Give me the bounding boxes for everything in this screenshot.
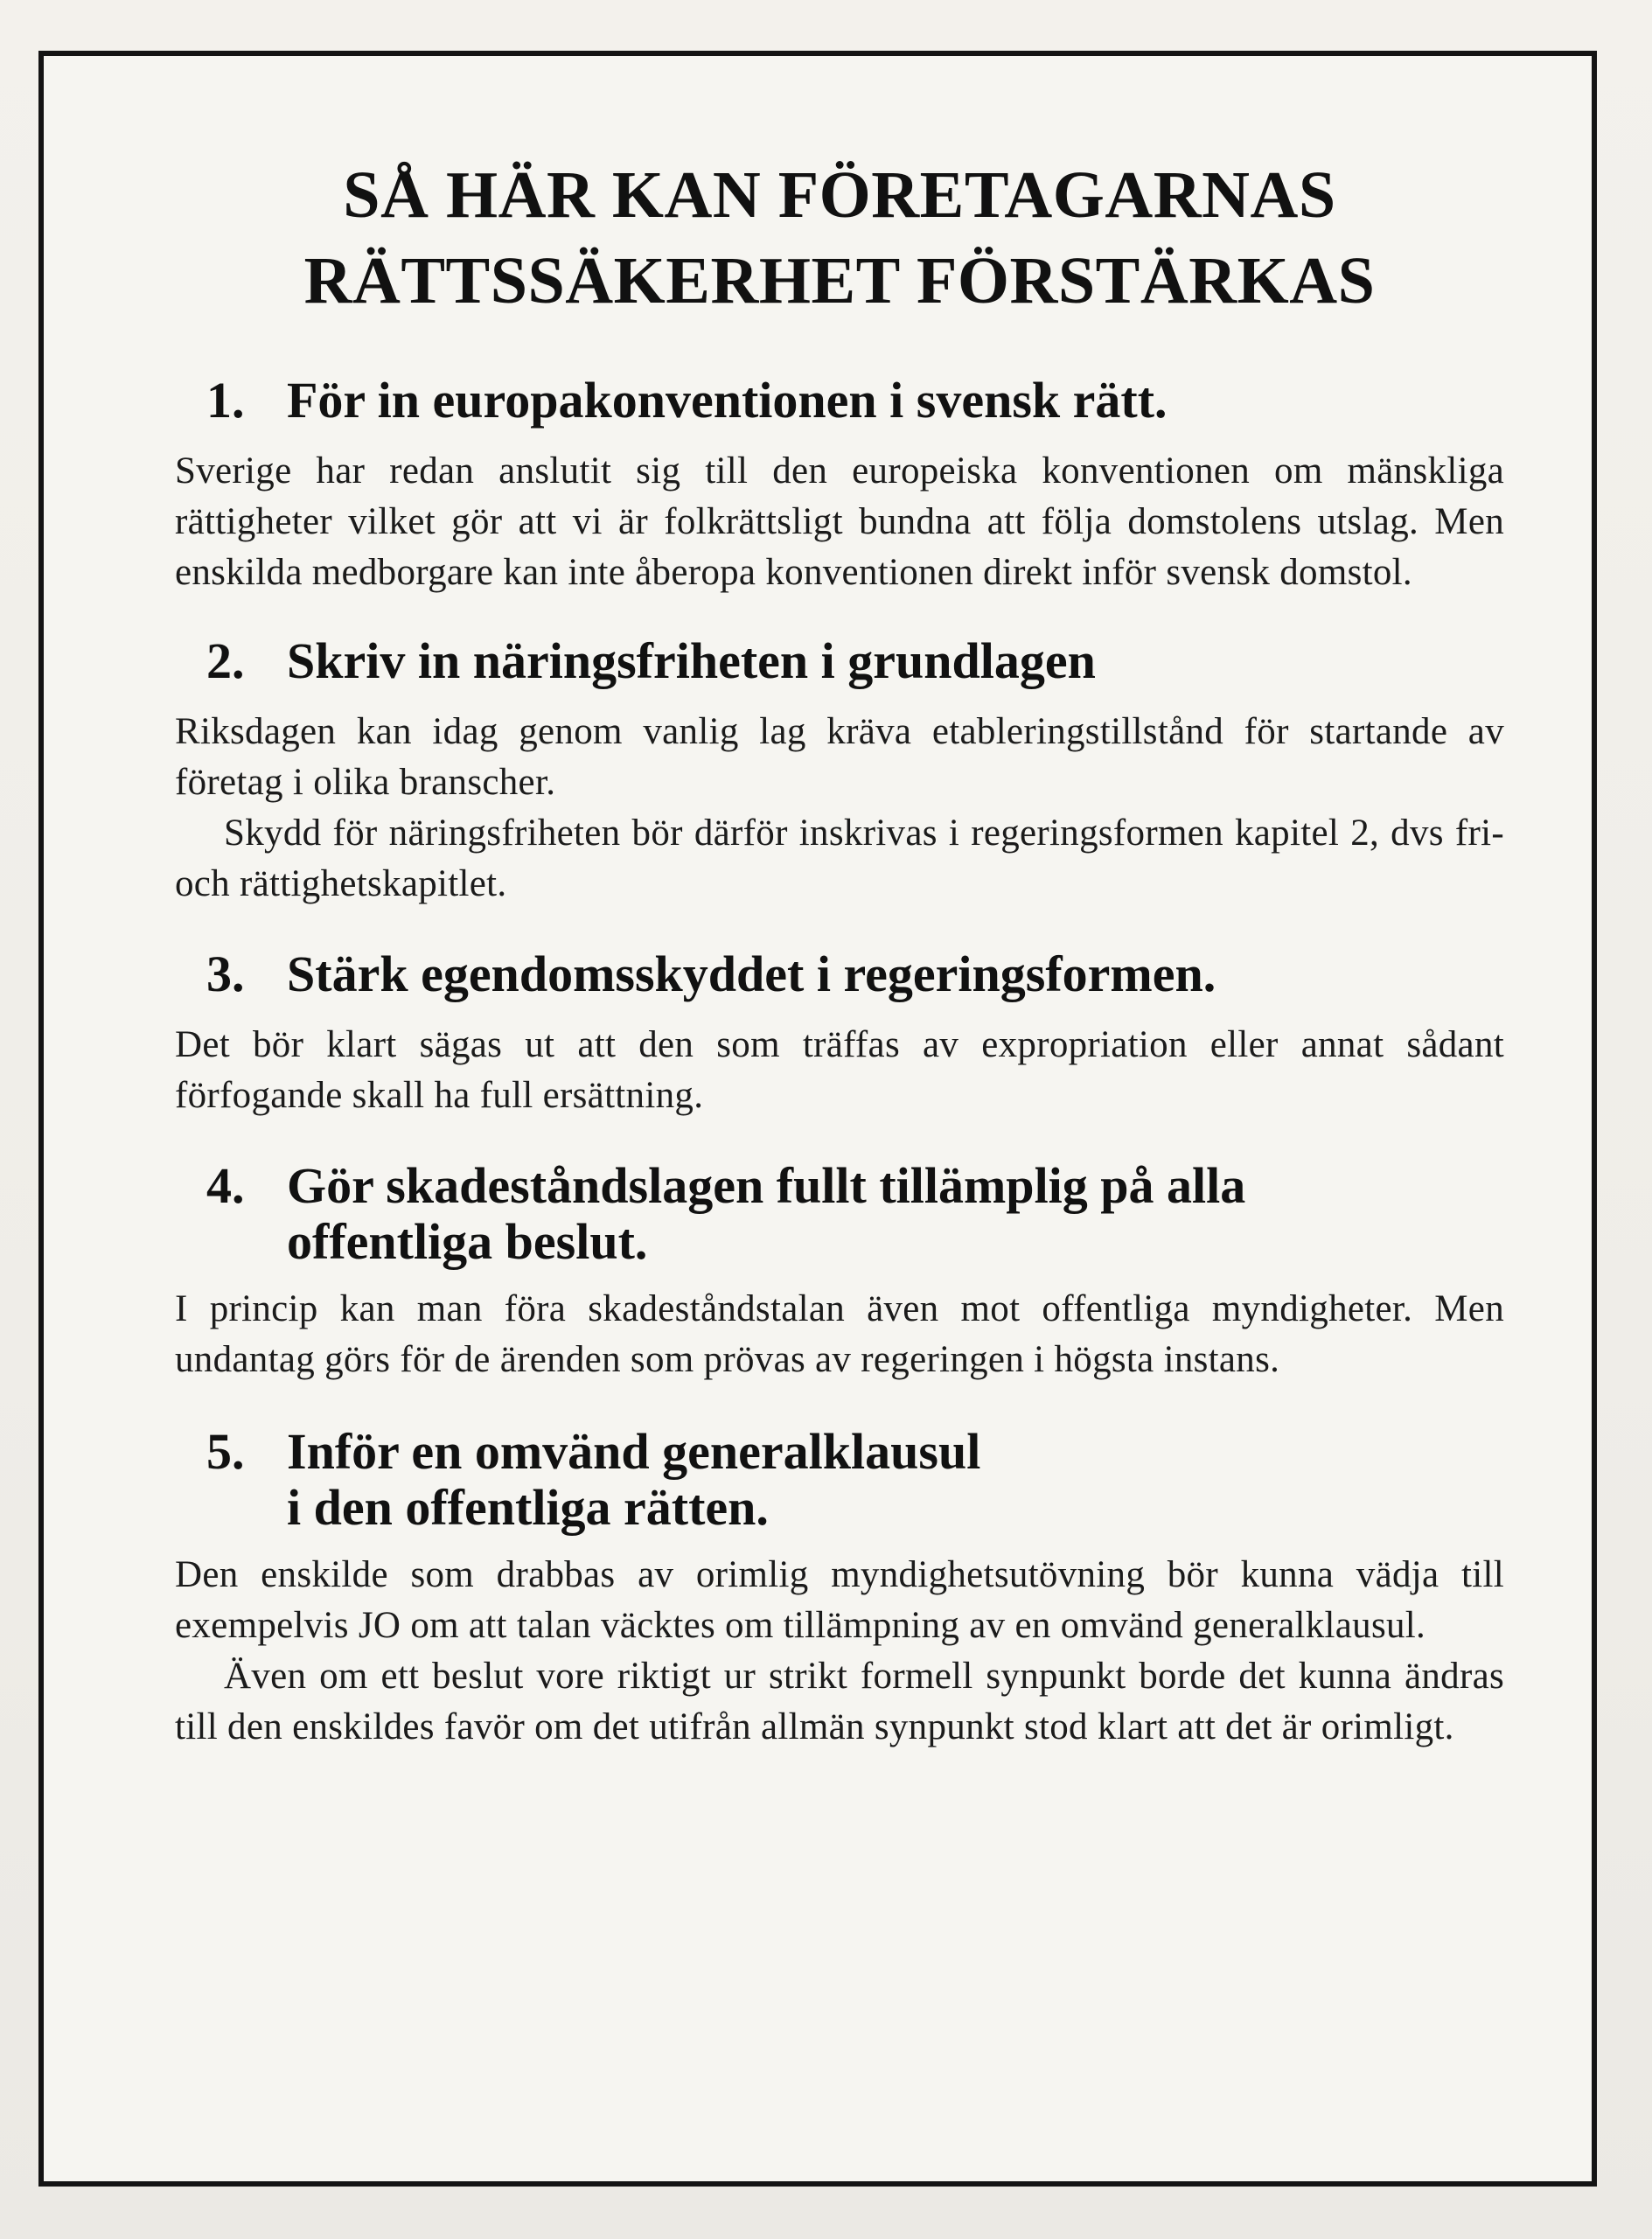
section-heading-line: offentliga beslut. [287, 1213, 648, 1270]
section-4 [175, 1158, 1504, 1385]
section-heading-line: Inför en omvänd generalklausul [287, 1423, 981, 1480]
title-line-2: RÄTTSSÄKERHET FÖRSTÄRKAS [303, 244, 1376, 317]
section-number: 5. [206, 1423, 245, 1480]
section-number: 1. [206, 372, 245, 429]
document-content [175, 152, 1504, 1753]
section-heading [175, 1158, 1504, 1270]
title-line-1: SÅ HÄR KAN FÖRETAGARNAS [343, 158, 1336, 232]
bordered-box [38, 51, 1597, 2187]
section-heading-line: För in europakonventionen i svensk rätt. [287, 372, 1168, 429]
section-heading-line: Gör skadeståndslagen fullt tillämplig på alla [287, 1157, 1246, 1214]
section-paragraph: Riksdagen kan idag genom vanlig lag kräva etableringstillstånd för startande av företag i olika branscher. [175, 711, 1504, 803]
section-heading [175, 633, 1504, 689]
section-paragraph: Den enskilde som drabbas av orimlig myndighetsutövning bör kunna vädja till exempelvis JO om att talan väcktes om tillämpning av en omvänd generalklausul. [175, 1554, 1504, 1646]
document-title [175, 152, 1504, 324]
section-number: 4. [206, 1157, 245, 1214]
section-3 [175, 946, 1504, 1121]
section-paragraph: Sverige har redan anslutit sig till den europeiska konventionen om mänskliga rättigheter vilket gör att vi är folkrättsligt bundna att följa domstolens utslag. Men enskilda medborgare kan inte åberopa konventionen direkt inför svensk domstol. [175, 450, 1504, 593]
section-heading-line: Skriv in näringsfriheten i grundlagen [287, 632, 1096, 689]
section-heading-line: Stärk egendomsskyddet i regeringsformen. [287, 945, 1216, 1002]
section-heading [175, 946, 1504, 1002]
section-5 [175, 1424, 1504, 1753]
section-paragraph: Även om ett beslut vore riktigt ur strikt formell synpunkt borde det kunna ändras till den enskildes favör om det utifrån allmän synpunkt stod klart att det är orimligt. [175, 1656, 1504, 1747]
section-number: 3. [206, 945, 245, 1002]
section-paragraph: I princip kan man föra skadeståndstalan även mot offentliga myndigheter. Men undantag görs för de ärenden som prövas av regeringen i högsta instans. [175, 1288, 1504, 1380]
section-number: 2. [206, 632, 245, 689]
section-heading-line: i den offentliga rätten. [287, 1479, 769, 1536]
section-heading [175, 373, 1504, 429]
section-1 [175, 373, 1504, 598]
section-paragraph: Det bör klart sägas ut att den som träffas av expropriation eller annat sådant förfogande skall ha full ersättning. [175, 1024, 1504, 1116]
section-heading [175, 1424, 1504, 1536]
section-2 [175, 633, 1504, 910]
section-paragraph: Skydd för näringsfriheten bör därför inskrivas i regeringsformen kapitel 2, dvs fri- och rättighetskapitlet. [175, 813, 1504, 904]
